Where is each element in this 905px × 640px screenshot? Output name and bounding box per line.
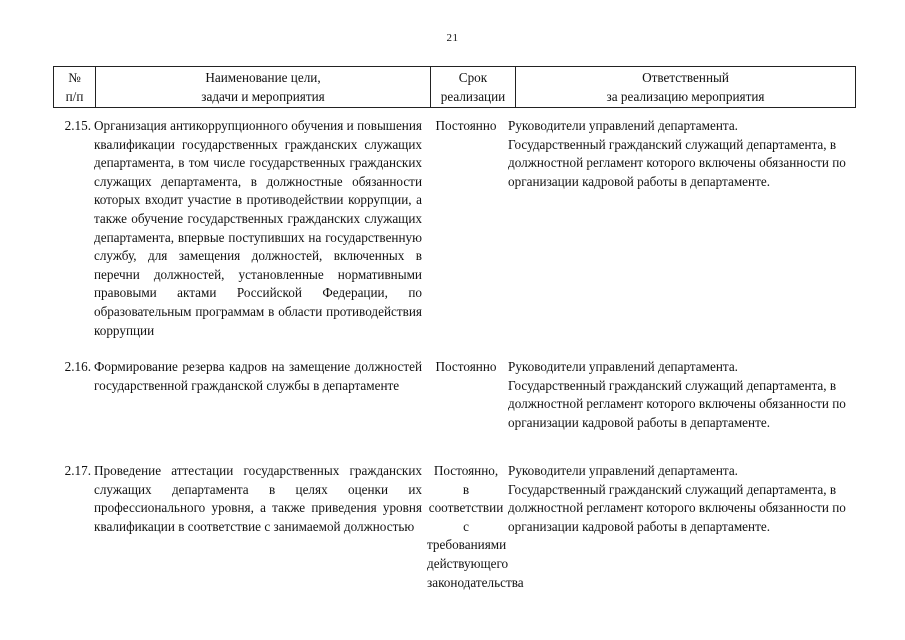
row-responsible: Руководители управлений департамента. Государственный гражданский служащий департамента, в должностной регламент которого включены обязанности по организации кадровой работы в департаменте. — [508, 359, 846, 430]
table-header — [53, 66, 856, 108]
header-name: Наименование цели, задачи и мероприятия — [96, 67, 431, 108]
row-name: Организация антикоррупционного обучения и повышения квалификации государственных гражданских служащих департамента, в том числе государственных гражданских служащих департамента, в должностные обязанности которых входит участие в противодействии коррупции, а также обучение государственных гражданских служащих департамента, впервые поступивших на государственную службу, для замещения должностей, включенных в перечни должностей, установленные нормативными правовыми актами Российской Федерации, по образовательным программам в области противодействия коррупции — [94, 118, 422, 338]
row-responsible: Руководители управлений департамента. Государственный гражданский служащий департамента, в должностной регламент которого включены обязанности по организации кадровой работы в департаменте. — [508, 463, 846, 534]
header-responsible: Ответственный за реализацию мероприятия — [516, 67, 856, 108]
header-term: Срок реализации — [431, 67, 516, 108]
header-row — [54, 67, 856, 108]
row-number: 2.15. — [64, 118, 91, 133]
row-number: 2.17. — [64, 463, 91, 478]
row-term: Постоянно, в соответствии с требованиями действующего законодательства — [427, 463, 524, 590]
row-term: Постоянно — [435, 118, 497, 133]
page-number: 21 — [446, 32, 459, 44]
row-number: 2.16. — [64, 359, 91, 374]
row-name: Проведение аттестации государственных гражданских служащих департамента в целях оценки их профессионального уровня, а также приведения уровня квалификации в соответствие с занимаемой должностью — [94, 463, 422, 534]
row-term: Постоянно — [435, 359, 497, 374]
row-responsible: Руководители управлений департамента. Государственный гражданский служащий департамента, в должностной регламент которого включены обязанности по организации кадровой работы в департаменте. — [508, 118, 846, 189]
header-number: № п/п — [54, 67, 96, 108]
row-name: Формирование резерва кадров на замещение должностей государственной гражданской службы в департаменте — [94, 359, 422, 393]
